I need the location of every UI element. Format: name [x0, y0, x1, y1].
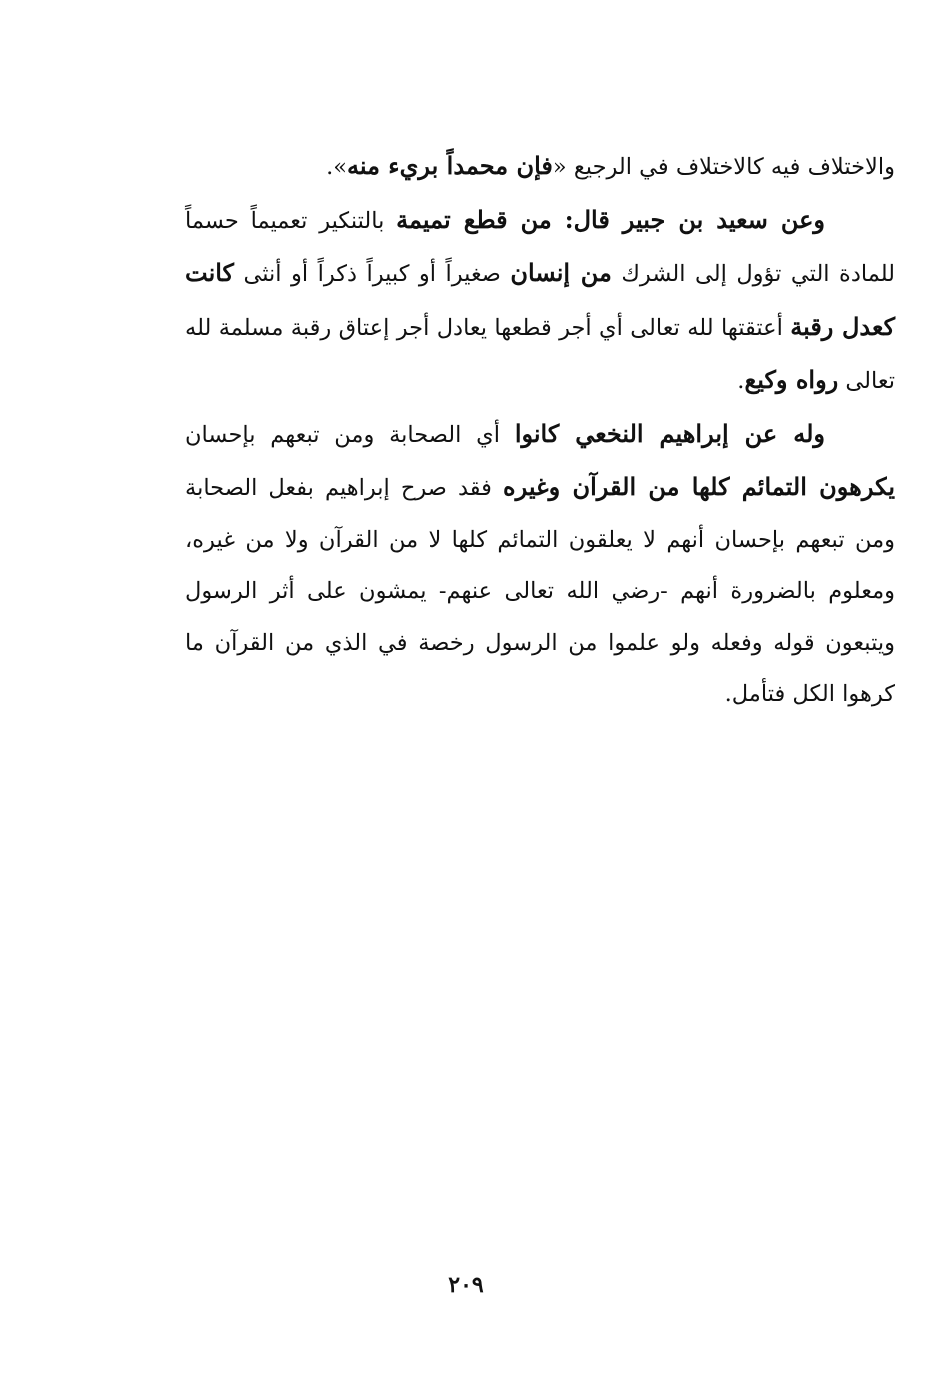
text-segment: صغيراً أو كبيراً ذكراً أو أنثى: [233, 261, 511, 287]
text-segment: أعتقتها لله تعالى أي أجر قطعها يعادل أجر إعتاق رقبة مسلمة لله تعالى: [185, 314, 895, 394]
bold-text-segment: كانت كعدل رقبة: [185, 258, 895, 341]
bold-text-segment: من إنسان: [510, 258, 612, 287]
paragraph-2: [185, 194, 895, 408]
text-segment: ».: [326, 154, 347, 180]
bold-text-segment: رواه وكيع: [744, 365, 839, 394]
page-number: ٢٠٩: [448, 1272, 484, 1298]
paragraph-1: [185, 140, 895, 194]
text-segment: أي الصحابة ومن تبعهم بإحسان: [185, 421, 515, 448]
text-segment: بالتنكير تعميماً حسماً للمادة التي تؤول إلى الشرك: [185, 207, 896, 287]
text-segment: والاختلاف فيه كالاختلاف في الرجيع «: [552, 154, 895, 180]
bold-text-segment: وعن سعيد بن جبير قال: من قطع تميمة: [396, 204, 825, 234]
paragraph-3: [185, 408, 895, 721]
bold-text-segment: فإن محمداً بريء منه: [346, 151, 553, 180]
body-text: [185, 140, 895, 721]
text-segment: فقد صرح إبراهيم بفعل الصحابة ومن تبعهم بإحسان أنهم لا يعلقون التمائم كلها لا من القرآن ولا من غيره، ومعلوم بالضرورة أنهم -رضي الله تعالى عنهم- يمشون على أثر الرسول ويتبعون قوله وفعله ولو علموا من الرسول رخصة في الذي من القرآن ما كرهوا الكل فتأمل.: [185, 475, 895, 707]
text-segment: .: [737, 368, 745, 394]
bold-text-segment: يكرهون التمائم كلها من القرآن وغيره: [503, 472, 895, 501]
bold-text-segment: وله عن إبراهيم النخعي كانوا: [514, 418, 825, 448]
